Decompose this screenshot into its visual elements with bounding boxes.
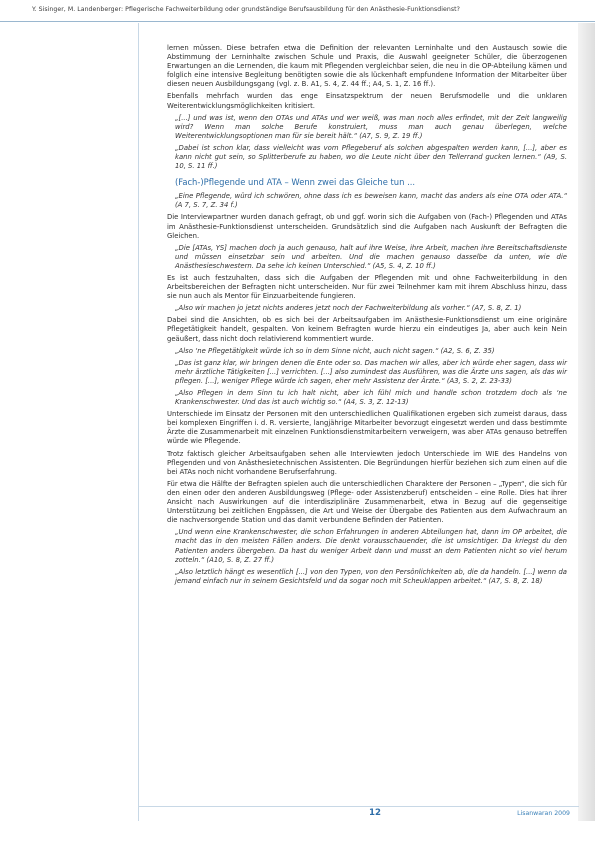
interview-quote: „Eine Pflegende, würd ich schwören, ohne dass ich es beweisen kann, macht das anders als eine OTA oder ATA.“ (A 7, S. 7, Z. 34 f.) <box>175 192 567 210</box>
paragraph: Unterschiede im Einsatz der Personen mit den unterschiedlichen Qualifikationen ergeben sich zumeist daraus, dass bei komplexen Eingriffen i. d. R. versierte, langjährige Mitarbeiter bevorzugt eingesetzt werden und dass bestimmte Ärzte die Zusammenarbeit mit einzelnen Funktionsdienstmitarbeitern verweigern, was aber ATAs genauso betreffen würde wie Pflegende. <box>167 410 567 446</box>
interview-quote: „[...] und was ist, wenn den OTAs und ATAs und wer weiß, was man noch alles erfindet, mit der Zeit langweilig wird? Wenn man solche Berufe konstruiert, muss man auch genau überlegen, welche Weiterentwicklungsoptionen man für sie bereit hält.“ (A7, S. 9, Z. 19 ff.) <box>175 113 567 140</box>
paragraph: Für etwa die Hälfte der Befragten spielen auch die unterschiedlichen Charaktere der Personen – „Typen“, die sich für den einen oder den anderen Ausbildungsweg (Pflege- oder Assistenzberuf) entscheiden – eine Rolle. Dies hat ihrer Ansicht nach Auswirkungen auf die interdisziplinäre Zusammenarbeit, etwa in Bezug auf die gegenseitige Unterstützung bei zeitlichen Engpässen, die Art und Weise der Übergabe des Patienten aus dem Aufwachraum an die nachversorgende Station und das damit verbundene Befinden der Patienten. <box>167 479 567 525</box>
paragraph: Die Interviewpartner wurden danach gefragt, ob und ggf. worin sich die Aufgaben von (Fach-) Pflegenden und ATAs im Anästhesie-Funktionsdienst unterscheiden. Grundsätzlich sind die Aufgaben nach Auskunft der Befragten die Gleichen. <box>167 213 567 240</box>
journal-name: Lisanwaran 2009 <box>517 810 570 817</box>
paragraph: lernen müssen. Diese betrafen etwa die Definition der relevanten Lerninhalte und den Austausch sowie die Abstimmung der Lerninhalte zwischen Schule und Praxis, die Auswahl geeigneter Schüler, die überzogenen Erwartungen an die Lernenden, die kaum mit Pflegenden vergleichbar seien, die neu in die OP-Abteilung kämen und folglich eine intensive Begleitung benötigten sowie die als lückenhaft empfundene Information der Mitarbeiter über diesen neuen Ausbildungsgang (vgl. z. B. A1, S. 4, Z. 44 ff.; A4, S. 1, Z. 16 ff.). <box>167 44 567 89</box>
page-header <box>0 0 595 22</box>
interview-quote: „Das ist ganz klar, wir bringen denen die Ente oder so. Das machen wir alles, aber ich würde eher sagen, dass wir mehr ärztliche Tätigkeiten [...] verrichten. [...] also zumindest das Ausführen, was die Ärzte uns sagen, als das wir pflegen. [...], weniger Pflege würde ich sagen, eher mehr Assistenz der Ärzte.“ (A3, S. 2, Z. 23-33) <box>175 358 567 385</box>
interview-quote: „Also Pflegen in dem Sinn tu ich halt nicht, aber ich fühl mich und handle schon trotzdem doch als ‘ne Krankenschwester. Und das ist auch wichtig so.“ (A4, S. 3, Z. 12-13) <box>175 389 567 407</box>
left-margin <box>0 23 138 821</box>
paragraph: Ebenfalls mehrfach wurden das enge Einsatzspektrum der neuen Berufsmodelle und die unklaren Weiterentwicklungsmöglichkeiten kritisiert. <box>167 92 567 110</box>
footer-rule <box>139 806 579 807</box>
interview-quote: „Dabei ist schon klar, dass vielleicht was vom Pflegeberuf als solchen abgespalten werden kann, [...], aber es kann nicht gut sein, so Splitterberufe zu haben, wo die Leute nicht über den Tellerrand gucken lernen.“ (A9, S. 10, S. 11 ff.) <box>175 143 567 171</box>
running-title: Y. Sisinger, M. Landenberger: Pflegerische Fachweiterbildung oder grundständige Berufsausbildung für den Anästhesie-Funktionsdienst? <box>32 6 460 13</box>
paragraph: Trotz faktisch gleicher Arbeitsaufgaben sehen alle Interviewten jedoch Unterschiede im WIE des Handelns von Pflegenden und von Anästhesietechnischen Assistenten. Die Begründungen hierfür beziehen sich zum einen auf die bei ATAs noch nicht vorhandene Berufserfahrung. <box>167 449 567 476</box>
interview-quote: „Die [ATAs, YS] machen doch ja auch genauso, halt auf ihre Weise, ihre Arbeit, machen ihre Bereitschaftsdienste und müssen einsetzbar sein und arbeiten. Und die machen genauso dasselbe da unten, wie die Anästhesieschwestern. Da sehe ich keinen Unterschied.“ (A5, S. 4, Z. 10 ff.) <box>175 243 567 270</box>
paragraph: Dabei sind die Ansichten, ob es sich bei der Arbeitsaufgaben im Anästhesie-Funktionsdienst um eine originäre Pflegetätigkeit handelt, gespalten. Von keinem Befragten wurde hierzu ein eindeutiges Ja, aber auch kein Nein geäußert, dass nicht doch relativierend kommentiert wurde. <box>167 316 567 343</box>
interview-quote: „Und wenn eine Krankenschwester, die schon Erfahrungen in anderen Abteilungen hat, dann im OP arbeitet, die macht das in den meisten Fällen anders. Die denkt vorausschauender, die ist umsichtiger. Da kriegst du den Patienten anders übergeben. Da hast du weniger Arbeit dann und musst an dem Patienten nicht so viel herum zotteln.“ (A10, S. 8, Z. 27 ff.) <box>175 528 567 564</box>
paragraph: Es ist auch festzuhalten, dass sich die Aufgaben der Pflegenden mit und ohne Fachweiterbildung in den Arbeitsbereichen der Befragten nicht unterscheiden. Nur für zwei Teilnehmer kam mit ihrem Abschluss hinzu, dass sie nun auch als Mentor für Einzuarbeitende fungieren. <box>167 273 567 301</box>
page-edge-shadow <box>578 23 595 821</box>
interview-quote: „Also ‘ne Pflegetätigkeit würde ich so in dem Sinne nicht, auch nicht sagen.“ (A2, S. 6, Z. 35) <box>175 346 495 355</box>
interview-quote: „Also wir machen jo jetzt nichts anderes jetzt noch der Fachweiterbildung als vorher.“ (A7, S. 8, Z. 1) <box>175 304 522 313</box>
bottom-margin <box>0 821 595 842</box>
section-heading: (Fach-)Pflegende und ATA – Wenn zwei das Gleiche tun ... <box>175 177 416 188</box>
article-body <box>167 44 567 589</box>
interview-quote: „Also letztlich hängt es wesentlich [...] von den Typen, von den Persönlichkeiten ab, die da handeln. [...] wenn da jemand einfach nur in seinem Gesichtsfeld und da sogar noch mit Scheuklappen arbeitet.“ (A7, S. 8, Z. 18) <box>175 567 567 585</box>
page-number: 12 <box>369 808 381 818</box>
margin-divider <box>138 23 139 821</box>
